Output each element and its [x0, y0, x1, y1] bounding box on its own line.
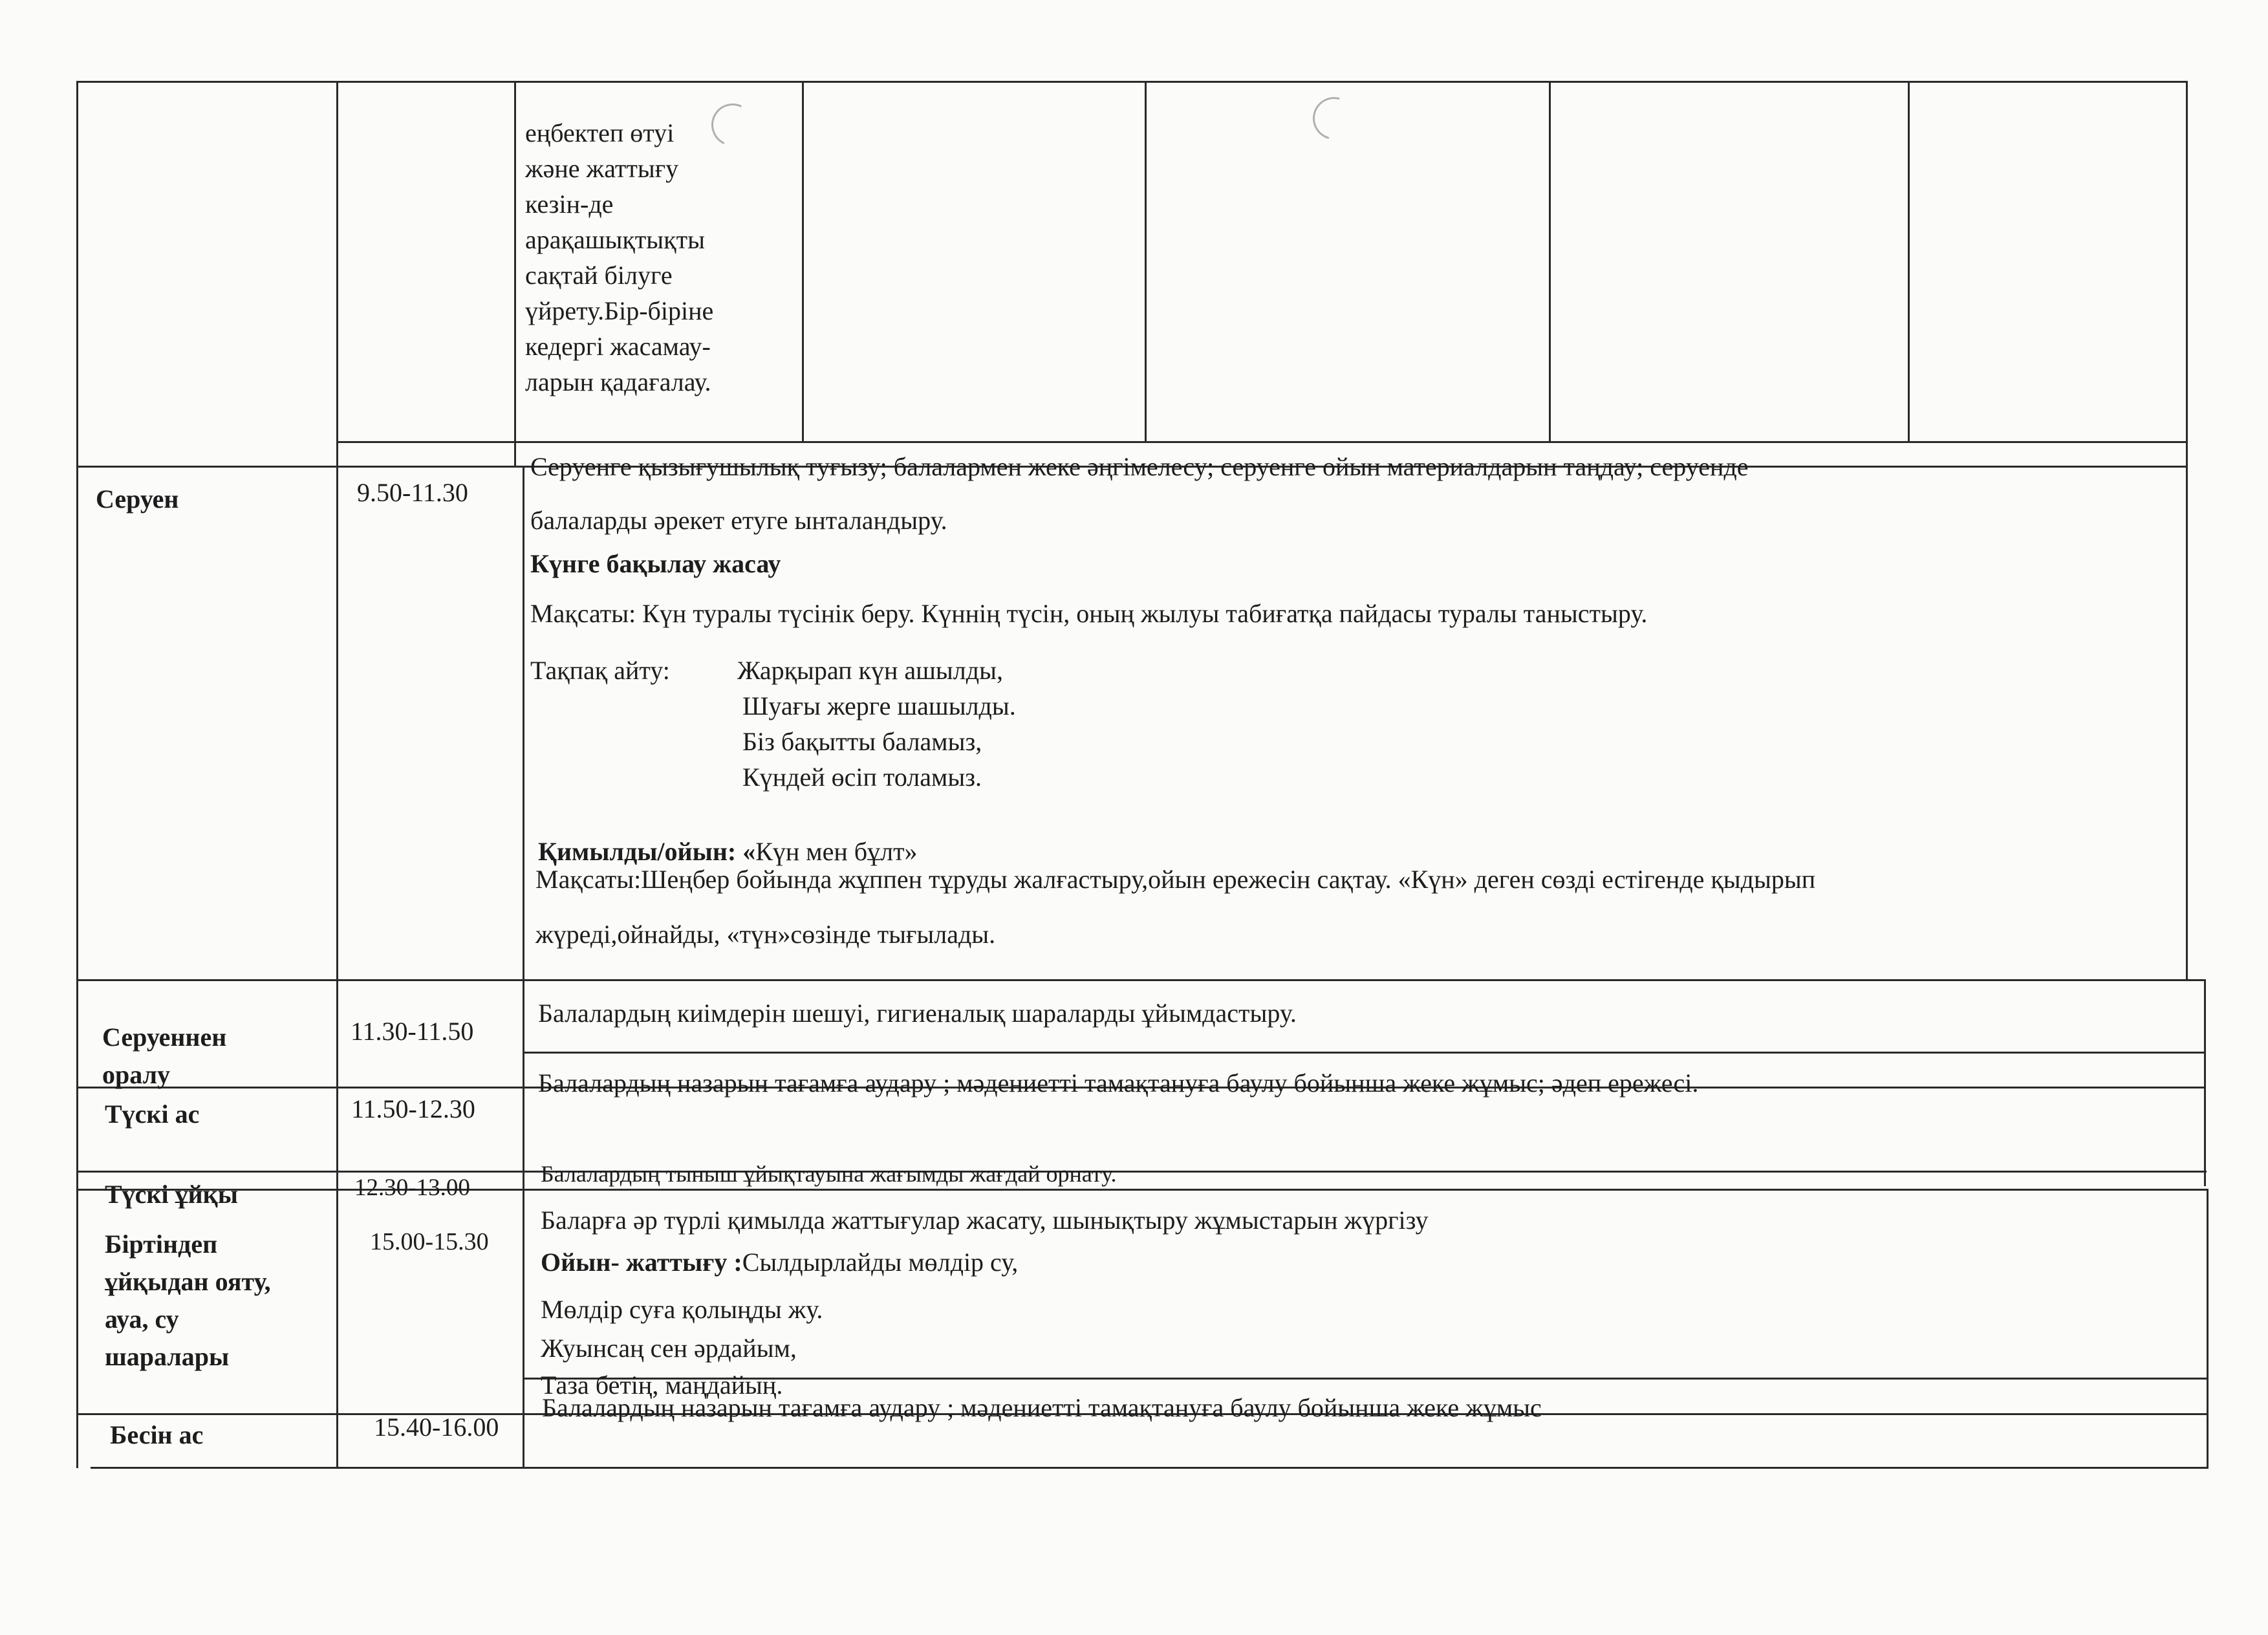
col-divider: [1549, 81, 1551, 441]
seruen-heading: Күнге бақылау жасау: [530, 549, 781, 578]
exercise-label: Ойын- жаттығу :: [541, 1248, 742, 1277]
row-divider: [336, 441, 2187, 443]
table-border-right: [2207, 1189, 2209, 1468]
row-time-wake: 15.00-15.30: [370, 1228, 489, 1255]
col-divider: [514, 81, 516, 466]
return-text: Балалардың киімдерін шешуі, гигиеналық шараларды ұйымдастыру.: [538, 999, 1297, 1028]
table-border-top: [78, 81, 2187, 83]
row-time-lunch: 11.50-12.30: [351, 1094, 475, 1123]
table-border-right: [2204, 979, 2206, 1186]
poem-line: Күндей өсіп толамыз.: [742, 763, 982, 792]
scan-artifact: [1305, 89, 1363, 147]
row-time-snack: 15.40-16.00: [374, 1413, 499, 1442]
row-label-snack: Бесін ас: [110, 1420, 204, 1449]
row-time-return: 11.30-11.50: [351, 1017, 474, 1046]
seruen-intro: Серуенге қызығушылық туғызу; балалармен жеке әңгімелесу; серуенге ойын материалдарын таңдау; серуенде: [530, 452, 1749, 481]
row-time-seruen: 9.50-11.30: [357, 478, 468, 507]
row-label-return: Серуеннен оралу: [102, 1023, 227, 1089]
col-divider: [1908, 81, 1910, 441]
nap-text: Балалардың тыныш ұйықтауына жағымды жағдай орнату.: [541, 1161, 1117, 1187]
table-border-bottom: [91, 1467, 2209, 1469]
table-border-right: [2186, 81, 2188, 980]
game-goal-cont: жүреді,ойнайды, «түн»сөзінде тығылады.: [535, 920, 996, 949]
snack-text: Балалардың назарын тағамға аудару ; мәдениетті тамақтануға баулу бойынша жеке жұмыс: [542, 1393, 1542, 1422]
row-divider: [524, 1052, 2205, 1054]
wake-text: Баларға әр түрлі қимылда жаттығулар жасату, шынықтыру жұмыстарын жүргізу: [541, 1206, 1429, 1235]
exercise-line: Мөлдір суға қолыңды жу.: [541, 1295, 823, 1324]
col-divider: [523, 466, 524, 1468]
exercise-title: [541, 1245, 1018, 1280]
row-label-lunch: Түскі ас: [105, 1099, 200, 1129]
seruen-intro-cont: балаларды әрекет етуге ынталандыру.: [530, 506, 947, 535]
game-name: Күн мен бұлт»: [755, 837, 918, 866]
seruen-goal: Мақсаты: Күн туралы түсінік беру. Күннің түсін, оның жылуы табиғатқа пайдасы туралы таныстыру.: [530, 599, 1648, 628]
row-label-wake: Біртіндеп ұйқыдан ояту, ауа, су шаралары: [105, 1229, 271, 1371]
poem-line: Жарқырап күн ашылды,: [737, 656, 1003, 685]
game-goal: Мақсаты:Шеңбер бойында жұппен тұруды жалғастыру,ойын ережесін сақтау. «Күн» деген сөзді естігенде қыдырып: [535, 865, 1816, 894]
row-label-seruen: Серуен: [96, 484, 179, 514]
exercise-line: Жуынсаң сен әрдайым,: [541, 1334, 797, 1363]
top-row-text: еңбектеп өтуі және жаттығу кезін-де арақашықтықты сақтай білуге үйрету.Бір-біріне кедергі жасамау- ларын қадағалау.: [525, 118, 714, 396]
poem-line: Біз бақытты баламыз,: [742, 727, 982, 756]
exercise-line: Сылдырлайды мөлдір су,: [742, 1248, 1019, 1277]
row-divider: [78, 979, 2205, 981]
poem-line: Шуағы жерге шашылды.: [742, 691, 1016, 720]
takpak-label: Тақпақ айту:: [530, 656, 670, 685]
lunch-text: Балалардың назарын тағамға аудару ; мәдениетті тамақтануға баулу бойынша жеке жұмыс; әдеп ережесі.: [538, 1068, 1699, 1098]
exercise-line: Таза бетің, маңдайың.: [541, 1370, 783, 1400]
table-border-left: [76, 81, 78, 1468]
game-label: Қимылды/ойын: «: [538, 837, 756, 866]
row-time-nap: 12.30-13.00: [354, 1175, 470, 1201]
col-divider: [1145, 81, 1147, 441]
col-divider: [802, 81, 804, 441]
col-divider: [336, 81, 338, 1468]
row-label-nap: Түскі ұйқы: [105, 1180, 238, 1209]
